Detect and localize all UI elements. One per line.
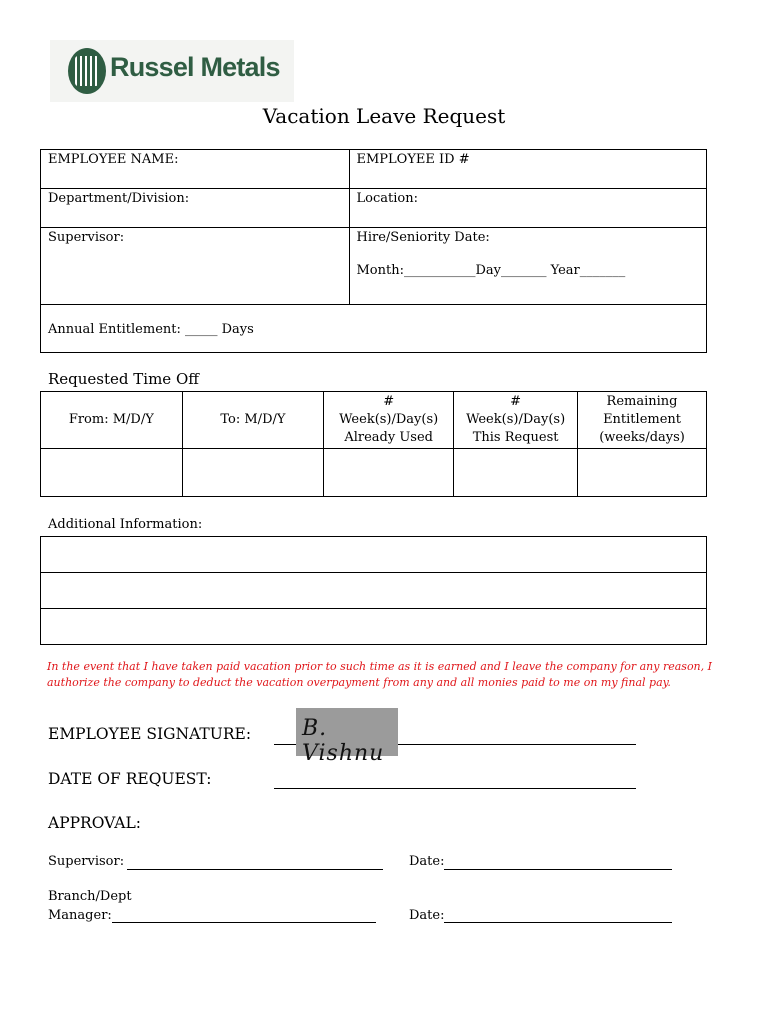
supervisor-label: Supervisor: [48, 230, 125, 245]
approval-date-label-1: Date: [409, 854, 445, 869]
to-date-input[interactable] [182, 449, 324, 497]
employee-name-label: EMPLOYEE NAME: [48, 152, 179, 167]
hire-date-label: Hire/Seniority Date: [356, 230, 490, 245]
additional-information-line-3[interactable] [41, 609, 707, 645]
signature-text: B. Vishnu [302, 716, 385, 766]
employee-id-label: EMPLOYEE ID # [356, 152, 470, 167]
location-cell[interactable] [349, 189, 707, 228]
company-name: Russel Metals [110, 52, 280, 82]
location-label: Location: [356, 191, 418, 206]
approval-date-line-1[interactable] [444, 869, 672, 870]
page-title: Vacation Leave Request [262, 104, 506, 128]
already-used-input[interactable] [324, 449, 454, 497]
col-from: From: M/D/Y [41, 392, 183, 449]
employee-info-table [40, 149, 707, 353]
supervisor-cell[interactable] [41, 228, 350, 305]
approval-supervisor-line[interactable] [127, 869, 383, 870]
approval-date-label-2: Date: [409, 908, 445, 923]
approval-date-line-2[interactable] [444, 922, 672, 923]
branch-dept-label: Branch/Dept [48, 889, 132, 904]
department-label: Department/Division: [48, 191, 190, 206]
date-of-request-label: DATE OF REQUEST: [48, 770, 212, 788]
from-date-input[interactable] [41, 449, 183, 497]
additional-information-table [40, 536, 707, 645]
additional-information-line-2[interactable] [41, 573, 707, 609]
col-remaining: Remaining Entitlement (weeks/days) [578, 392, 707, 449]
manager-label: Manager: [48, 908, 112, 923]
disclaimer-text: In the event that I have taken paid vacation prior to such time as it is earned and I leave the company for any reason, I authorize the company to deduct the vacation overpayment from any and all monies paid to me on my final pay. [47, 660, 712, 689]
col-to: To: M/D/Y [182, 392, 324, 449]
hire-date-month-day-year: Month:___________Day_______ Year_______ [356, 263, 626, 278]
employee-signature-image [296, 708, 398, 766]
remaining-entitlement-input[interactable] [578, 449, 707, 497]
employee-name-cell[interactable] [41, 150, 350, 189]
department-cell[interactable] [41, 189, 350, 228]
col-this-request: # Week(s)/Day(s) This Request [454, 392, 578, 449]
approval-supervisor-label: Supervisor: [48, 854, 125, 869]
date-of-request-line[interactable] [274, 788, 636, 789]
col-already-used: # Week(s)/Day(s) Already Used [324, 392, 454, 449]
russel-metals-logo-icon [68, 48, 106, 94]
approval-heading: APPROVAL: [48, 814, 142, 832]
hire-date-cell[interactable] [349, 228, 707, 305]
manager-line[interactable] [112, 922, 376, 923]
additional-information-line-1[interactable] [41, 537, 707, 573]
requested-time-off-table [40, 391, 707, 497]
employee-signature-label: EMPLOYEE SIGNATURE: [48, 725, 252, 743]
company-logo [50, 40, 294, 102]
requested-time-off-heading: Requested Time Off [48, 370, 199, 388]
employee-id-cell[interactable] [349, 150, 707, 189]
additional-information-label: Additional Information: [48, 517, 203, 532]
annual-entitlement-cell[interactable] [41, 305, 707, 353]
this-request-input[interactable] [454, 449, 578, 497]
annual-entitlement-label: Annual Entitlement: _____ Days [48, 322, 254, 337]
